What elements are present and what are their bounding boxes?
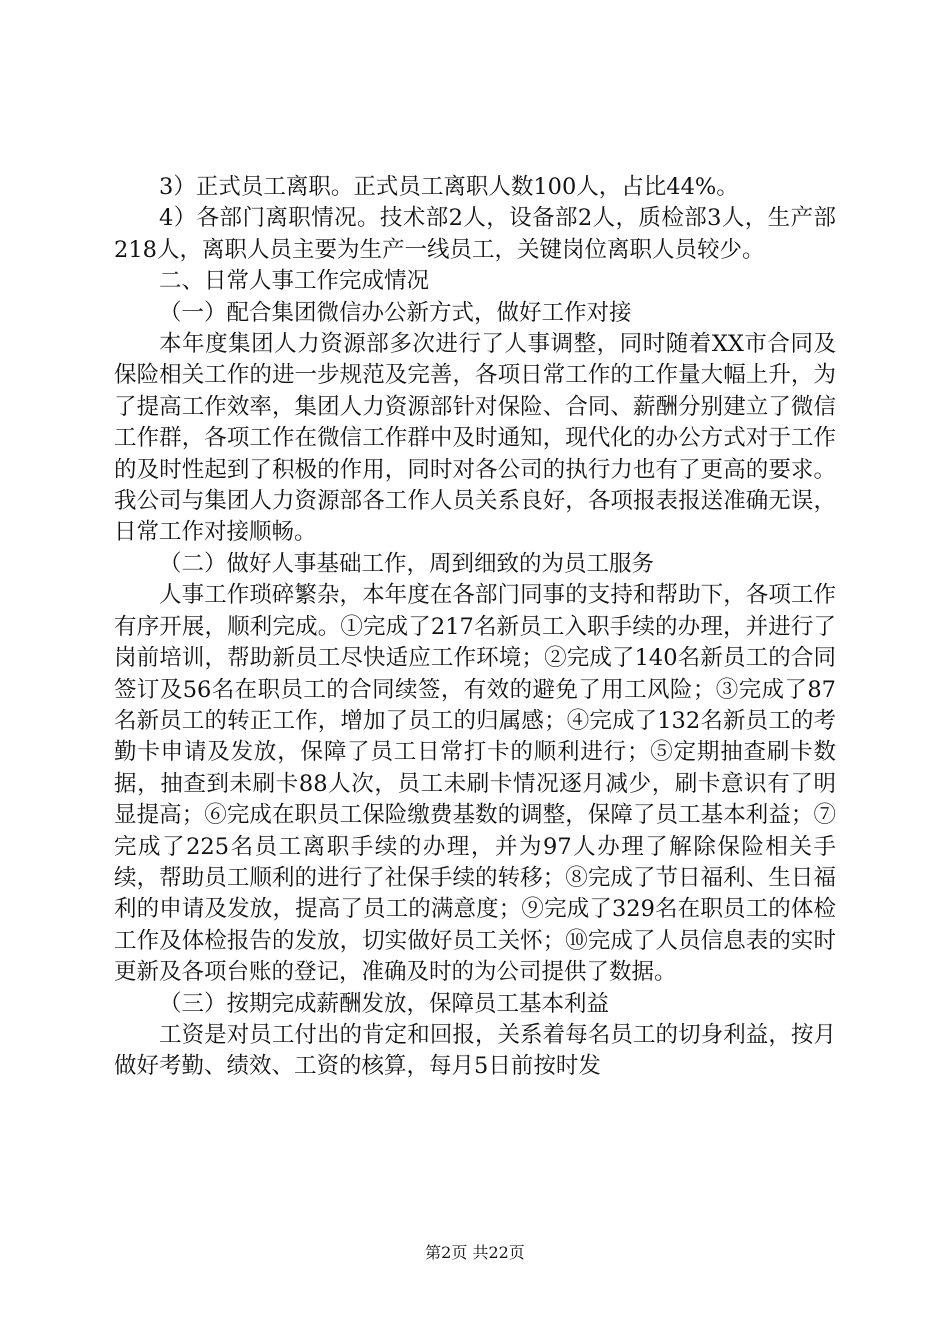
- paragraph-resignation-departments: 4）各部门离职情况。技术部2人，设备部2人，质检部3人，生产部218人，离职人员主要为生产一线员工，关键岗位离职人员较少。: [114, 205, 836, 263]
- paragraph-payroll: 工资是对员工付出的肯定和回报，关系着每名员工的切身利益，按月做好考勤、绩效、工资的核算，每月5日前按时发: [114, 1021, 836, 1080]
- subheading-wechat-office: （一）配合集团微信办公新方式，做好工作对接: [159, 299, 632, 326]
- document-body: [114, 172, 836, 1083]
- paragraph-hr-basics: 人事工作琐碎繁杂，本年度在各部门同事的支持和帮助下，各项工作有序开展，顺利完成。①完成了217名新员工入职手续的办理，并进行了岗前培训，帮助新员工尽快适应工作环境；②完成了140名新员工的合同签订及56名在职员工的合同续签，有效的避免了用工风险；③完成了87名新员工的转正工作，增加了员工的归属感；④完成了132名新员工的考勤卡申请及发放，保障了员工日常打卡的顺利进行；⑤定期抽查刷卡数据，抽查到未刷卡88人次，员工未刷卡情况逐月减少，刷卡意识有了明显提高；⑥完成在职员工保险缴费基数的调整，保障了员工基本利益；⑦完成了225名员工离职手续的办理，并为97人办理了解除保险相关手续，帮助员工顺利的进行了社保手续的转移；⑧完成了节日福利、生日福利的申请及发放，提高了员工的满意度；⑨完成了329名在职员工的体检工作及体检报告的发放，切实做好员工关怀；⑩完成了人员信息表的实时更新及各项台账的登记，准确及时的为公司提供了数据。: [114, 582, 836, 986]
- section-heading-daily-work: 二、日常人事工作完成情况: [159, 268, 430, 295]
- subheading-payroll: （三）按期完成薪酬发放，保障员工基本利益: [159, 990, 610, 1017]
- subheading-hr-basics: （二）做好人事基础工作，周到细致的为员工服务: [159, 550, 655, 577]
- page-number: 第2页 共22页: [425, 1243, 525, 1262]
- paragraph-resignation-formal: 3）正式员工离职。正式员工离职人数100人，占比44%。: [159, 174, 739, 200]
- paragraph-wechat-office: 本年度集团人力资源部多次进行了人事调整，同时随着XX市合同及保险相关工作的进一步规范及完善，各项日常工作的工作量大幅上升，为了提高工作效率，集团人力资源部针对保险、合同、薪酬分别建立了微信工作群，各项工作在微信工作群中及时通知，现代化的办公方式对于工作的及时性起到了积极的作用，同时对各公司的执行力也有了更高的要求。我公司与集团人力资源部各工作人员关系良好，各项报表报送准确无误，日常工作对接顺畅。: [114, 331, 836, 546]
